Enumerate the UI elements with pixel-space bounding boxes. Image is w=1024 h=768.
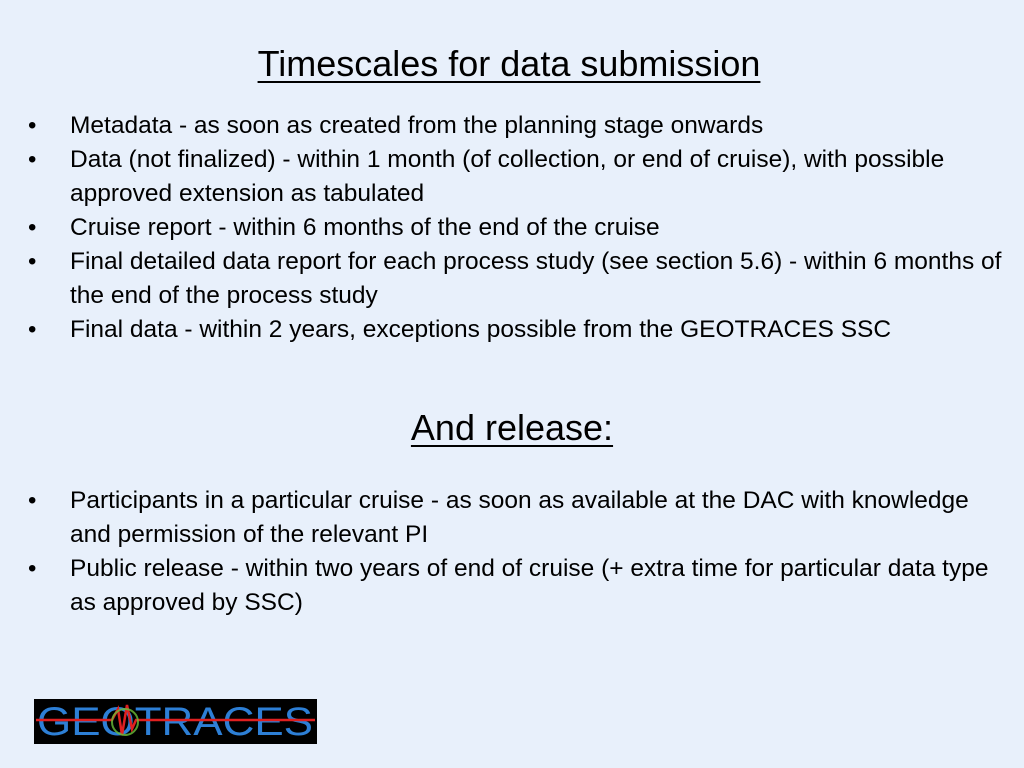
release-list bbox=[24, 484, 1009, 620]
list-item bbox=[24, 109, 1009, 143]
list-item-text: Cruise report - within 6 months of the end of the cruise bbox=[70, 214, 660, 241]
list-item-text: Public release - within two years of end of cruise (+ extra time for particular data type as approved by SSC) bbox=[70, 555, 989, 616]
bullet-icon: • bbox=[28, 214, 37, 241]
list-item bbox=[24, 552, 1009, 620]
list-item bbox=[24, 484, 1009, 552]
logo-text: GEOTRACES bbox=[37, 700, 313, 744]
bullet-icon: • bbox=[28, 487, 37, 514]
list-item-text: Final detailed data report for each process study (see section 5.6) - within 6 months of the end of the process study bbox=[70, 248, 1002, 309]
bullet-icon: • bbox=[28, 555, 37, 582]
list-item bbox=[24, 313, 1009, 347]
logo-graphic bbox=[34, 699, 317, 744]
submission-list bbox=[24, 109, 1009, 347]
release-heading: And release: bbox=[410, 407, 614, 448]
list-item bbox=[24, 211, 1009, 245]
list-item-text: Participants in a particular cruise - as soon as available at the DAC with knowledge and permission of the relevant PI bbox=[70, 487, 969, 548]
list-item bbox=[24, 143, 1009, 211]
slide-title: Timescales for data submission bbox=[257, 43, 761, 84]
list-item-text: Data (not finalized) - within 1 month (of collection, or end of cruise), with possible approved extension as tabulated bbox=[70, 146, 945, 207]
list-item-text: Final data - within 2 years, exceptions possible from the GEOTRACES SSC bbox=[70, 316, 892, 343]
bullet-icon: • bbox=[28, 316, 37, 343]
list-item-text: Metadata - as soon as created from the planning stage onwards bbox=[70, 112, 764, 139]
bullet-icon: • bbox=[28, 112, 37, 139]
geotraces-logo bbox=[34, 699, 317, 744]
bullet-icon: • bbox=[28, 248, 37, 275]
bullet-icon: • bbox=[28, 146, 37, 173]
list-item bbox=[24, 245, 1009, 313]
